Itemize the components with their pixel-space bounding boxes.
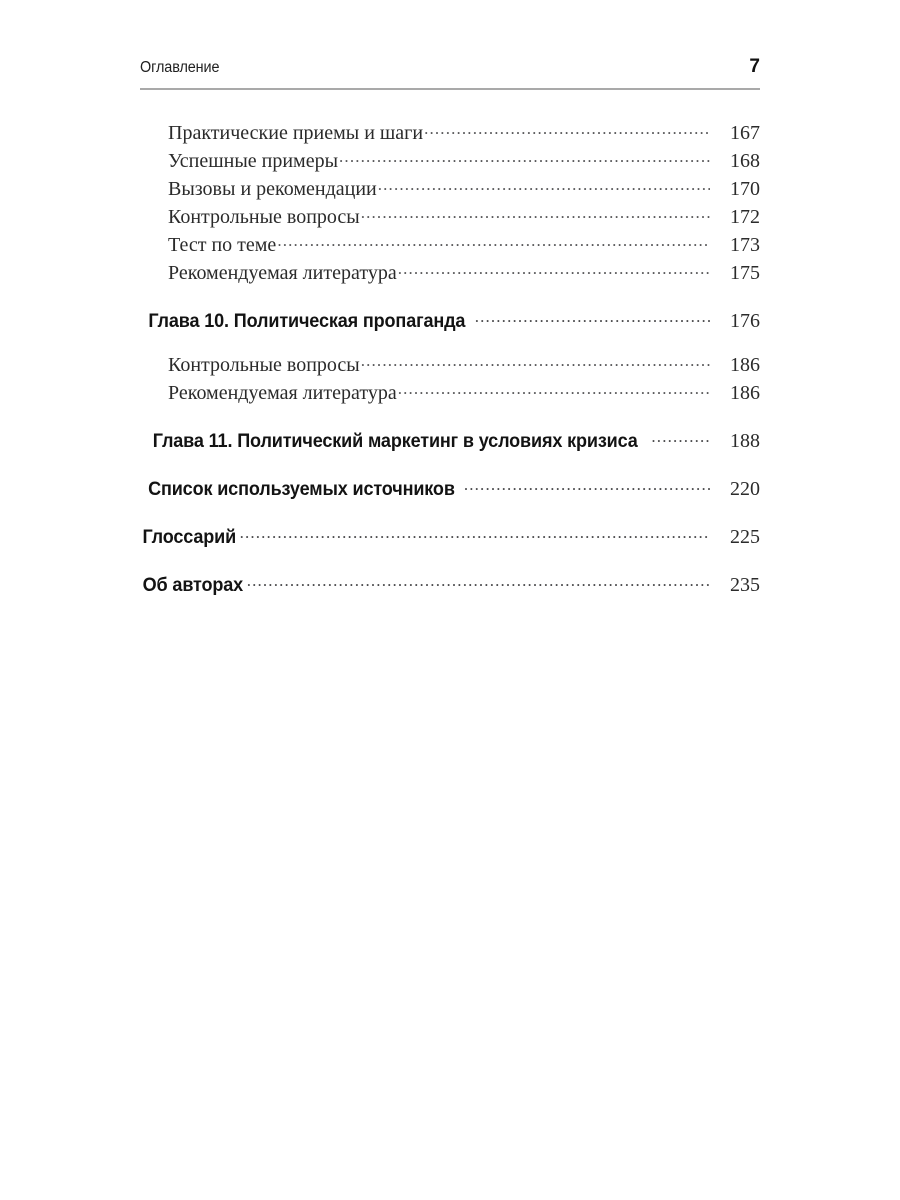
toc-dot-leader — [398, 263, 710, 279]
toc-entry-label: Список используемых источников — [148, 479, 455, 500]
toc-entry-label: Практические приемы и шаги — [168, 122, 424, 144]
toc-dot-leader — [651, 431, 710, 447]
toc-dot-leader — [361, 355, 710, 371]
page-number-folio: 7 — [749, 56, 760, 77]
toc-chapter-entry[interactable] — [140, 574, 760, 604]
toc-sub-entry[interactable] — [140, 150, 760, 178]
toc-entry-page-number: 172 — [730, 206, 760, 228]
toc-chapter-entry[interactable] — [140, 478, 760, 508]
toc-entry-page-number: 188 — [730, 430, 760, 452]
toc-entry-page-number: 173 — [730, 234, 760, 256]
toc-sub-entry[interactable] — [140, 262, 760, 290]
toc-dot-leader — [398, 383, 710, 399]
toc-entry-page-number: 168 — [730, 150, 760, 172]
toc-dot-leader — [247, 575, 710, 591]
toc-entry-label: Глоссарий — [142, 527, 237, 548]
toc-entry-page-number: 175 — [730, 262, 760, 284]
toc-entry-page-number: 225 — [730, 526, 760, 548]
toc-chapter-entry[interactable] — [140, 430, 760, 460]
toc-entry-label: Рекомендуемая литература — [168, 262, 397, 284]
toc-entry-label: Вызовы и рекомендации — [168, 178, 377, 200]
toc-sub-entry[interactable] — [140, 382, 760, 410]
toc-entry-page-number: 167 — [730, 122, 760, 144]
toc-sub-entry[interactable] — [140, 206, 760, 234]
toc-entry-label: Успешные примеры — [168, 150, 339, 172]
toc-entry-label: Глава 10. Политическая пропаганда — [148, 311, 466, 332]
toc-entry-page-number: 176 — [730, 310, 760, 332]
toc-dot-leader — [339, 151, 710, 167]
toc-dot-leader — [464, 479, 710, 495]
toc-entry-label: Контрольные вопросы — [168, 206, 360, 228]
toc-sub-entry[interactable] — [140, 234, 760, 262]
toc-entry-label: Об авторах — [142, 575, 244, 596]
toc-entry-page-number: 235 — [730, 574, 760, 596]
toc-dot-leader — [378, 179, 710, 195]
toc-entry-label: Глава 11. Политический маркетинг в условиях кризиса — [152, 431, 638, 452]
toc-entry-label: Рекомендуемая литература — [168, 382, 397, 404]
toc-dot-leader — [361, 207, 710, 223]
running-head-title: Оглавление — [140, 59, 220, 76]
toc-dot-leader — [277, 235, 710, 251]
toc-chapter-entry[interactable] — [140, 310, 760, 340]
toc-entry-page-number: 186 — [730, 382, 760, 404]
toc-sub-entry[interactable] — [140, 178, 760, 206]
toc-entry-page-number: 170 — [730, 178, 760, 200]
toc-sub-entry[interactable] — [140, 354, 760, 382]
toc-entry-label: Контрольные вопросы — [168, 354, 360, 376]
toc-entry-page-number: 220 — [730, 478, 760, 500]
toc-sub-entry[interactable] — [140, 122, 760, 150]
toc-dot-leader — [424, 123, 710, 139]
toc-entry-label: Тест по теме — [168, 234, 277, 256]
toc-entry-page-number: 186 — [730, 354, 760, 376]
toc-dot-leader — [475, 311, 710, 327]
toc-dot-leader — [240, 527, 710, 543]
header-rule — [140, 88, 760, 90]
toc-chapter-entry[interactable] — [140, 526, 760, 556]
table-of-contents — [140, 122, 760, 604]
running-head — [140, 57, 760, 83]
